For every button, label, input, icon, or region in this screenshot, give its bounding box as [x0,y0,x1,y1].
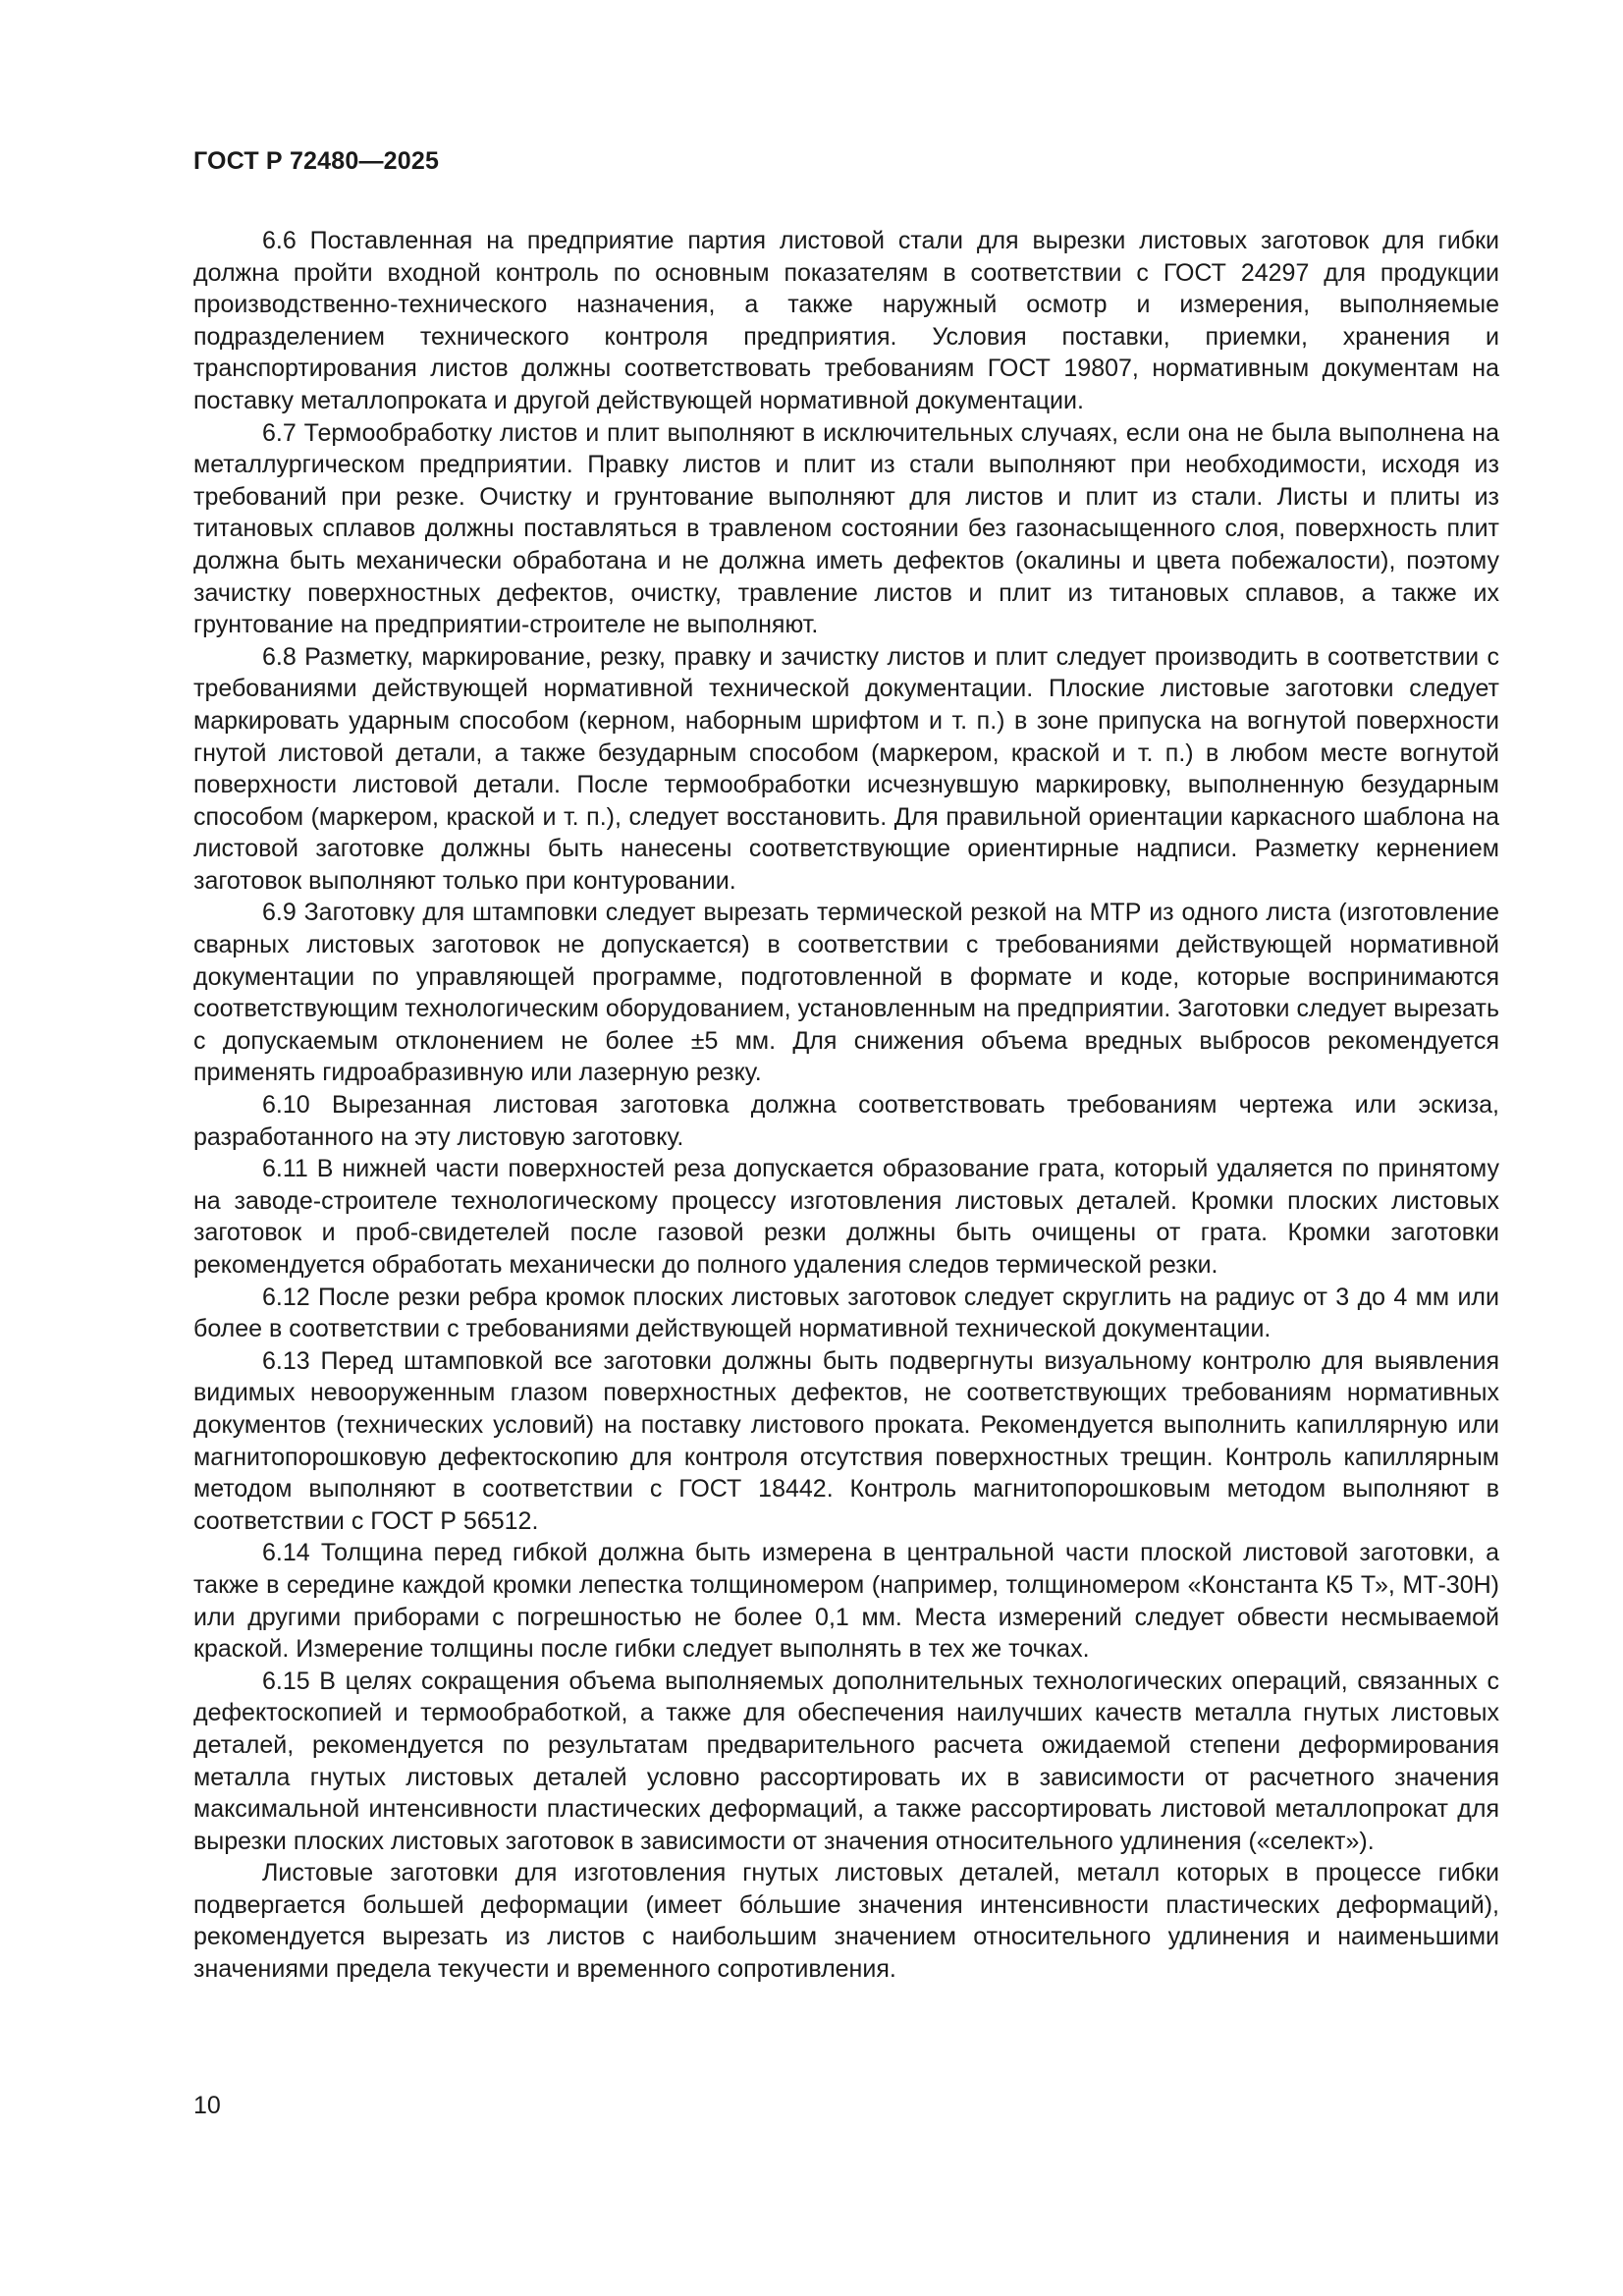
paragraph-6-13: 6.13 Перед штамповкой все заготовки должны быть подвергнуты визуальному контролю для выявления видимых невооруженным глазом поверхностных дефектов, не соответствующих требованиям нормативных документов (технических условий) на поставку листового проката. Рекомендуется выполнить капиллярную или магнитопорошковую дефектоскопию для контроля отсутствия поверхностных трещин. Контроль капиллярным методом выполняют в соответствии с ГОСТ 18442. Контроль магнитопорошковым методом выполняют в соответствии с ГОСТ Р 56512. [193,1346,1499,1535]
paragraph-6-15-continuation: Листовые заготовки для изготовления гнутых листовых деталей, металл которых в процессе гибки подвергается большей деформации (имеет бóльшие значения интенсивности пластических деформаций), рекомендуется вырезать из листов с наибольшим значением относительного удлинения и наименьшими значениями предела текучести и временного сопротивления. [193,1859,1499,1984]
document-id-header: ГОСТ Р 72480—2025 [193,147,440,175]
paragraph-6-7: 6.7 Термообработку листов и плит выполняют в исключительных случаях, если она не была выполнена на металлургическом предприятии. Правку листов и плит из стали выполняют при необходимости, исходя из требований при резке. Очистку и грунтование выполняют для листов и плит из стали. Листы и плиты из титановых сплавов должны поставляться в травленом состоянии без газонасыщенного слоя, поверхность плит должна быть механически обработана и не должна иметь дефектов (окалины и цвета побежалости), поэтому зачистку поверхностных дефектов, очистку, травление листов и плит из титановых сплавов, а также их грунтование на предприятии-строителе не выполняют. [193,418,1499,639]
page-number: 10 [193,2092,221,2119]
paragraph-6-14: 6.14 Толщина перед гибкой должна быть измерена в центральной части плоской листовой заготовки, а также в середине каждой кромки лепестка толщиномером (например, толщиномером «Константа К5 Т», МТ-30Н) или другими приборами с погрешностью не более 0,1 мм. Места измерений следует обвести несмываемой краской. Измерение толщины после гибки следует выполнять в тех же точках. [193,1539,1499,1664]
paragraph-6-6: 6.6 Поставленная на предприятие партия листовой стали для вырезки листовых заготовок для гибки должна пройти входной контроль по основным показателям в соответствии с ГОСТ 24297 для продукции производственно-технического назначения, а также наружный осмотр и измерения, выполняемые подразделением технического контроля предприятия. Условия поставки, приемки, хранения и транспортирования листов должны соответствовать требованиям ГОСТ 19807, нормативным документам на поставку металлопроката и другой действующей нормативной документации. [193,227,1499,414]
paragraph-6-9: 6.9 Заготовку для штамповки следует вырезать термической резкой на МТР из одного листа (изготовление сварных листовых заготовок не допускается) в соответствии с требованиями действующей нормативной документации по управляющей программе, подготовленной в формате и коде, которые воспринимаются соответствующим технологическим оборудованием, установленным на предприятии. Заготовки следует вырезать с допускаемым отклонением не более ±5 мм. Для снижения объема вредных выбросов рекомендуется применять гидроабразивную или лазерную резку. [193,899,1499,1087]
paragraph-6-12: 6.12 После резки ребра кромок плоских листовых заготовок следует скруглить на радиус от 3 до 4 мм или более в соответствии с требованиями действующей нормативной технической документации. [193,1283,1499,1343]
paragraph-6-8: 6.8 Разметку, маркирование, резку, правку и зачистку листов и плит следует производить в соответствии с требованиями действующей нормативной технической документации. Плоские листовые заготовки следует маркировать ударным способом (керном, наборным шрифтом и т. п.) в зоне припуска на вогнутой поверхности гнутой листовой детали, а также безударным способом (маркером, краской и т. п.) в любом месте вогнутой поверхности листовой детали. После термообработки исчезнувшую маркировку, выполненную безударным способом (маркером, краской и т. п.), следует восстановить. Для правильной ориентации каркасного шаблона на листовой заготовке должны быть нанесены соответствующие ориентирные надписи. Разметку кернением заготовок выполняют только при контуровании. [193,642,1499,895]
paragraph-6-11: 6.11 В нижней части поверхностей реза допускается образование грата, который удаляется по принятому на заводе-строителе технологическому процессу изготовления листовых деталей. Кромки плоских листовых заготовок и проб-свидетелей после газовой резки должны быть очищены от грата. Кромки заготовки рекомендуется обработать механически до полного удаления следов термической резки. [193,1155,1499,1279]
paragraph-6-10: 6.10 Вырезанная листовая заготовка должна соответствовать требованиям чертежа или эскиза, разработанного на эту листовую заготовку. [193,1091,1499,1151]
paragraph-6-15: 6.15 В целях сокращения объема выполняемых дополнительных технологических операций, связанных с дефектоскопией и термообработкой, а также для обеспечения наилучших качеств металла гнутых листовых деталей, рекомендуется по результатам предварительного расчета ожидаемой степени деформирования металла гнутых листовых деталей условно рассортировать их в зависимости от расчетного значения максимальной интенсивности пластических деформаций, а также рассортировать листовой металлопрокат для вырезки плоских листовых заготовок в зависимости от значения относительного удлинения («селект»). [193,1667,1499,1855]
document-body [193,225,1499,1986]
